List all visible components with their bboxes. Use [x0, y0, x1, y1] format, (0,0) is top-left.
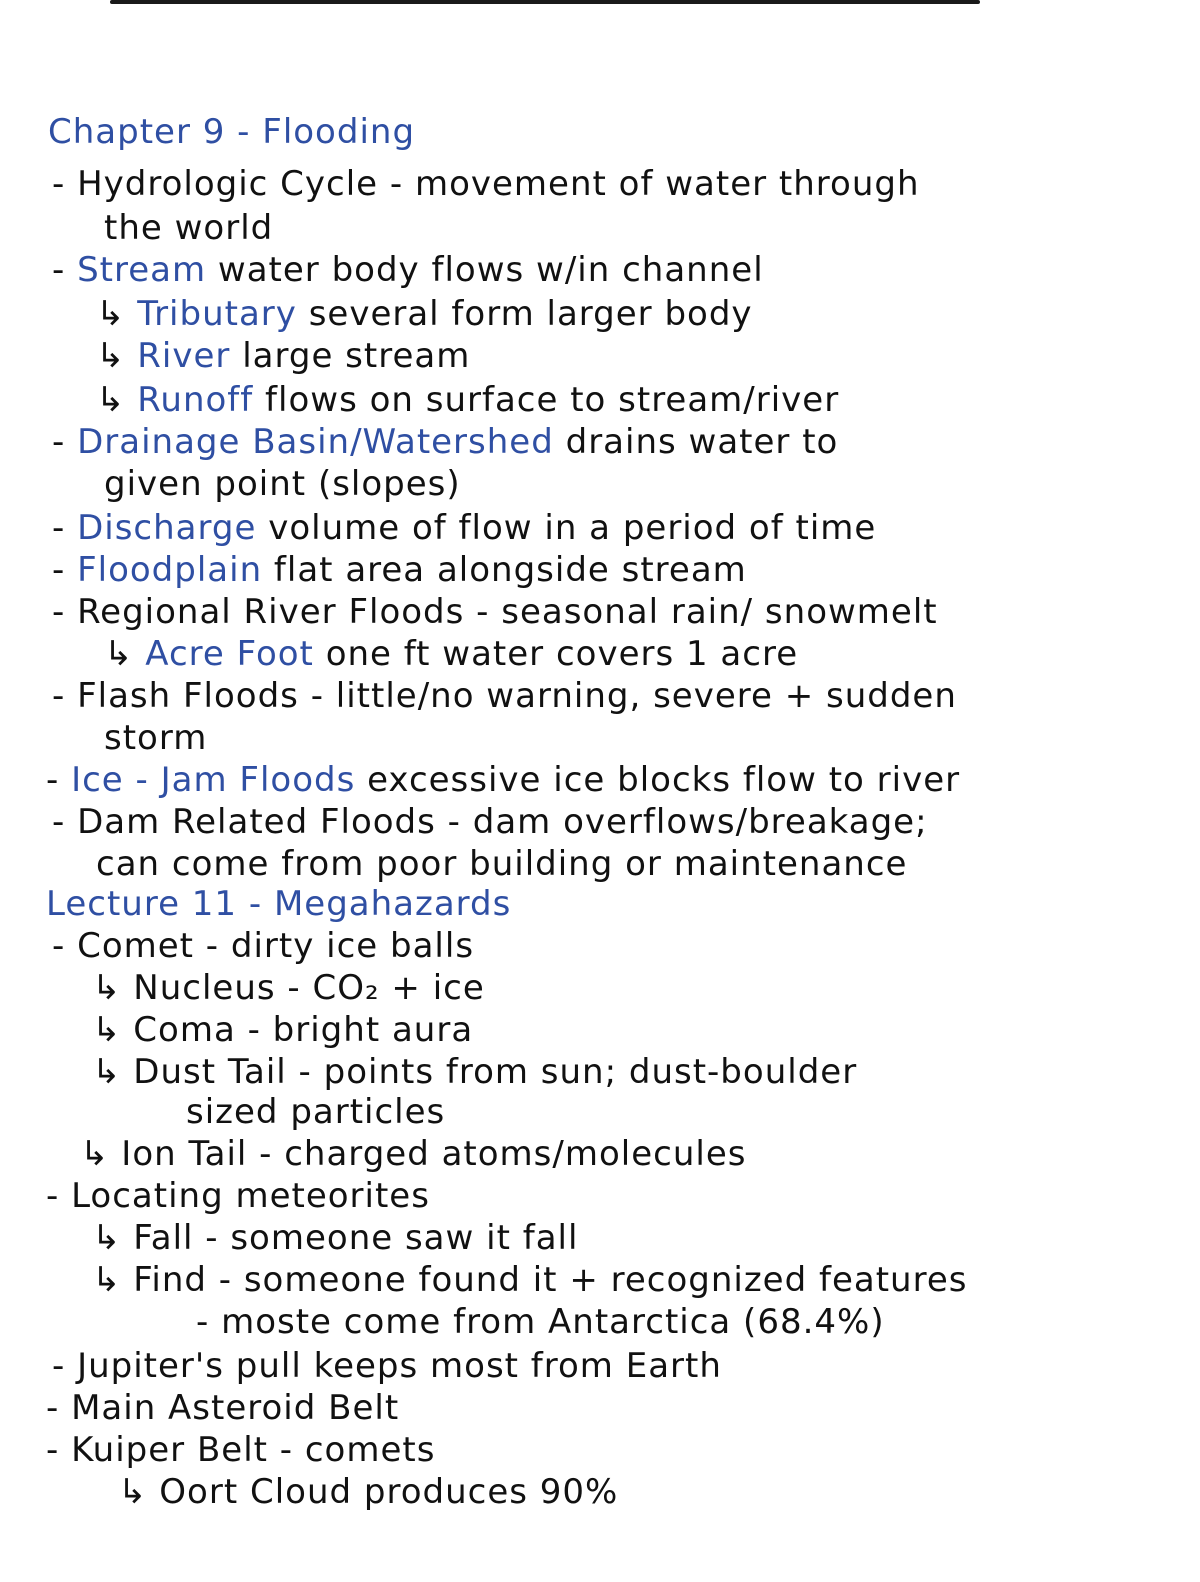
note-text: - Flash Floods - little/no warning, severe + sudden	[52, 676, 957, 716]
term-river: River	[137, 336, 231, 376]
note-line-flash-floods	[52, 676, 957, 716]
term-tributary: Tributary	[137, 294, 297, 334]
definition-floodplain: flat area alongside stream	[262, 550, 747, 590]
term-runoff: Runoff	[137, 380, 254, 420]
note-text: - Hydrologic Cycle - movement of water through	[52, 164, 920, 204]
note-line-comet	[52, 926, 474, 966]
note-text: storm	[104, 718, 208, 758]
chapter-heading	[48, 112, 415, 152]
note-line-drainage-basin-cont	[104, 464, 461, 504]
term-acre-foot: Acre Foot	[145, 634, 314, 674]
note-line-river	[96, 336, 470, 376]
note-line-dust-tail	[92, 1052, 857, 1092]
note-text: - moste come from Antarctica (68.4%)	[196, 1302, 885, 1342]
note-line-ice-jam	[46, 760, 960, 800]
note-text: - Dam Related Floods - dam overflows/breakage;	[52, 802, 928, 842]
term-drainage-basin: Drainage Basin/Watershed	[77, 422, 554, 462]
note-line-floodplain	[52, 550, 747, 590]
note-line-dam-floods	[52, 802, 928, 842]
note-line-flash-floods-cont	[104, 718, 207, 758]
note-text: - Kuiper Belt - comets	[46, 1430, 436, 1470]
definition-runoff: flows on surface to stream/river	[253, 380, 840, 420]
note-line-drainage-basin	[52, 422, 838, 462]
note-line-coma	[92, 1010, 473, 1050]
note-line-runoff	[96, 380, 839, 420]
term-discharge: Discharge	[77, 508, 257, 548]
note-line-hydrologic-cycle	[52, 164, 920, 204]
term-ice-jam: Ice - Jam Floods	[71, 760, 356, 800]
bullet-dash: -	[46, 760, 72, 800]
note-text: ↳ Coma - bright aura	[92, 1010, 474, 1050]
note-text: - Locating meteorites	[46, 1176, 430, 1216]
note-line-kuiper-belt	[46, 1430, 435, 1470]
chapter-heading-text: Chapter 9 - Flooding	[48, 112, 416, 152]
lecture-heading-text: Lecture 11 - Megahazards	[46, 884, 512, 924]
note-line-find	[92, 1260, 967, 1300]
sub-arrow-icon: ↳	[96, 294, 138, 334]
sub-arrow-icon: ↳	[104, 634, 146, 674]
note-line-dust-tail-cont	[186, 1092, 445, 1132]
note-text: ↳ Dust Tail - points from sun; dust-boulder	[92, 1052, 858, 1092]
definition-ice-jam: excessive ice blocks flow to river	[355, 760, 961, 800]
note-line-tributary	[96, 294, 753, 334]
note-text: given point (slopes)	[104, 464, 461, 504]
definition-acre-foot: one ft water covers 1 acre	[313, 634, 799, 674]
note-line-ion-tail	[80, 1134, 746, 1174]
sub-arrow-icon: ↳	[96, 336, 138, 376]
note-line-locating-meteorites	[46, 1176, 430, 1216]
note-text: - Comet - dirty ice balls	[52, 926, 475, 966]
bullet-dash: -	[52, 550, 78, 590]
note-text: ↳ Fall - someone saw it fall	[92, 1218, 579, 1258]
note-text: ↳ Find - someone found it + recognized features	[92, 1260, 968, 1300]
note-line-fall	[92, 1218, 578, 1258]
sub-arrow-icon: ↳	[96, 380, 138, 420]
note-line-acre-foot	[104, 634, 798, 674]
definition-drainage-basin: drains water to	[553, 422, 839, 462]
note-line-jupiter	[52, 1346, 722, 1386]
definition-stream: water body flows w/in channel	[206, 250, 764, 290]
term-stream: Stream	[77, 250, 207, 290]
note-line-regional-floods	[52, 592, 938, 632]
note-text: can come from poor building or maintenance	[96, 844, 908, 884]
lecture-heading	[46, 884, 511, 924]
note-line-hydrologic-cycle-cont	[104, 208, 273, 248]
note-line-asteroid-belt	[46, 1388, 399, 1428]
bullet-dash: -	[52, 508, 78, 548]
note-text: - Regional River Floods - seasonal rain/ snowmelt	[52, 592, 938, 632]
definition-discharge: volume of flow in a period of time	[256, 508, 877, 548]
note-line-discharge	[52, 508, 876, 548]
note-line-antarctica	[196, 1302, 885, 1342]
note-text: ↳ Oort Cloud produces 90%	[118, 1472, 619, 1512]
term-floodplain: Floodplain	[77, 550, 263, 590]
note-text: ↳ Nucleus - CO₂ + ice	[92, 968, 485, 1008]
note-line-nucleus	[92, 968, 485, 1008]
definition-river: large stream	[230, 336, 471, 376]
note-line-stream	[52, 250, 764, 290]
definition-tributary: several form larger body	[296, 294, 753, 334]
note-text: ↳ Ion Tail - charged atoms/molecules	[80, 1134, 747, 1174]
note-text: the world	[104, 208, 274, 248]
note-text: - Main Asteroid Belt	[46, 1388, 400, 1428]
note-line-oort-cloud	[118, 1472, 618, 1512]
note-text: sized particles	[186, 1092, 446, 1132]
note-line-dam-floods-cont	[96, 844, 907, 884]
note-text: - Jupiter's pull keeps most from Earth	[52, 1346, 722, 1386]
bullet-dash: -	[52, 250, 78, 290]
bullet-dash: -	[52, 422, 78, 462]
